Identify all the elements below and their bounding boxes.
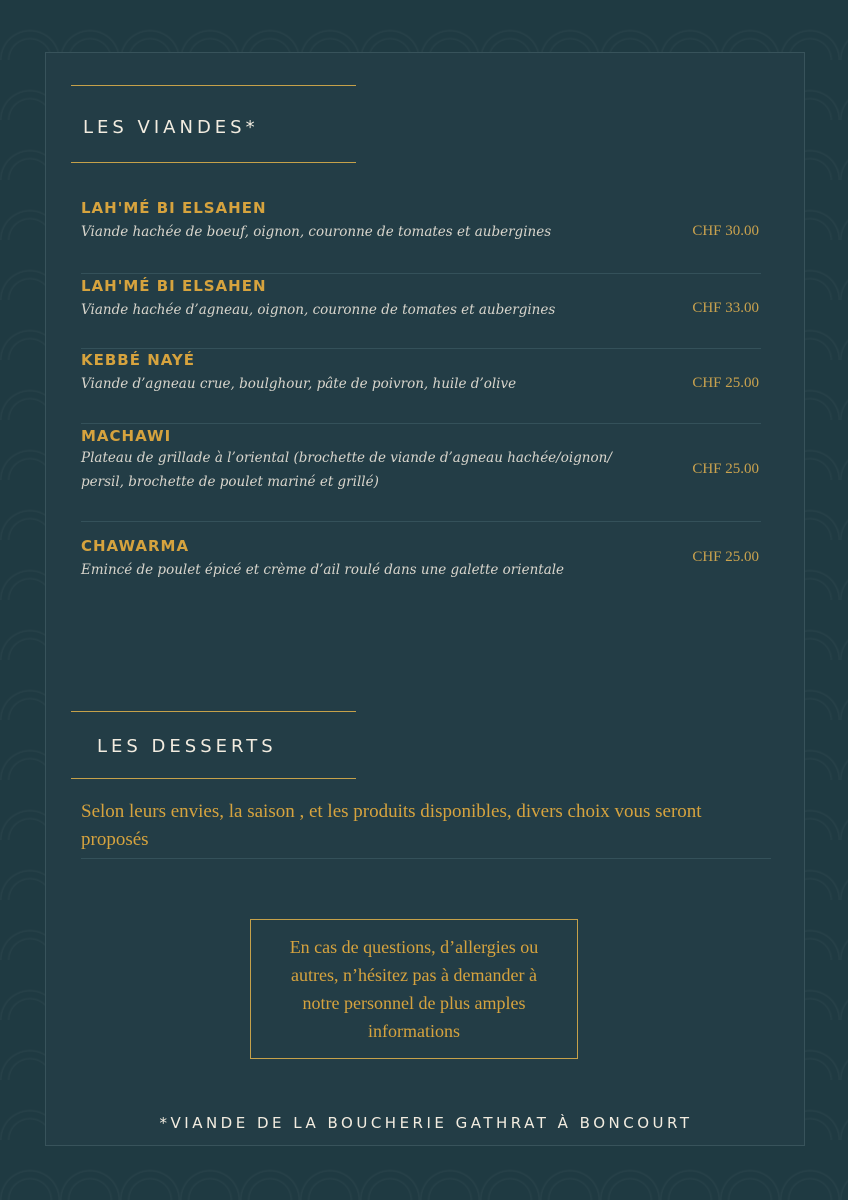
desserts-top-rule bbox=[71, 711, 356, 712]
menu-item-description: Viande hachée d’agneau, oignon, couronne de tomates et aubergines bbox=[81, 302, 556, 318]
menu-item-description: Viande hachée de boeuf, oignon, couronne de tomates et aubergines bbox=[81, 224, 552, 240]
allergy-info-text: En cas de questions, d’allergies ou autres, n’hésitez pas à demander à notre personnel de plus amples informations bbox=[289, 937, 539, 1041]
menu-item-price: CHF 25.00 bbox=[692, 461, 759, 477]
viandes-title: LES VIANDES* bbox=[83, 117, 259, 138]
menu-item-name: LAH'MÉ BI ELSAHEN bbox=[81, 277, 267, 295]
menu-item-name: MACHAWI bbox=[81, 427, 172, 445]
menu-item-price: CHF 25.00 bbox=[692, 375, 759, 391]
menu-item-price: CHF 25.00 bbox=[692, 549, 759, 565]
desserts-title: LES DESSERTS bbox=[97, 736, 277, 757]
viandes-bottom-rule bbox=[71, 162, 356, 163]
viandes-top-rule bbox=[71, 85, 356, 86]
menu-item-description: Viande d’agneau crue, boulghour, pâte de poivron, huile d’olive bbox=[81, 376, 517, 392]
item-separator bbox=[81, 273, 761, 274]
menu-item-name: KEBBÉ NAYÉ bbox=[81, 351, 196, 369]
item-separator bbox=[81, 348, 761, 349]
desserts-description: Selon leurs envies, la saison , et les produits disponibles, divers choix vous seront proposés bbox=[81, 801, 702, 850]
menu-item-description: Emincé de poulet épicé et crème d’ail roulé dans une galette orientale bbox=[81, 562, 565, 578]
menu-item-name: LAH'MÉ BI ELSAHEN bbox=[81, 199, 267, 217]
desserts-bottom-rule bbox=[71, 778, 356, 779]
item-separator bbox=[81, 423, 761, 424]
item-separator bbox=[81, 521, 761, 522]
allergy-info-box bbox=[250, 919, 578, 1059]
menu-item-description: Plateau de grillade à l’oriental (brochette de viande d’agneau hachée/oignon/ persil, brochette de poulet mariné et grillé) bbox=[81, 450, 612, 490]
menu-item-price: CHF 30.00 bbox=[692, 223, 759, 239]
menu-panel bbox=[45, 52, 805, 1146]
menu-item-name: CHAWARMA bbox=[81, 537, 190, 555]
footer-note: *VIANDE DE LA BOUCHERIE GATHRAT À BONCOURT bbox=[159, 1114, 693, 1132]
desserts-separator bbox=[81, 858, 771, 859]
menu-item-price: CHF 33.00 bbox=[692, 300, 759, 316]
